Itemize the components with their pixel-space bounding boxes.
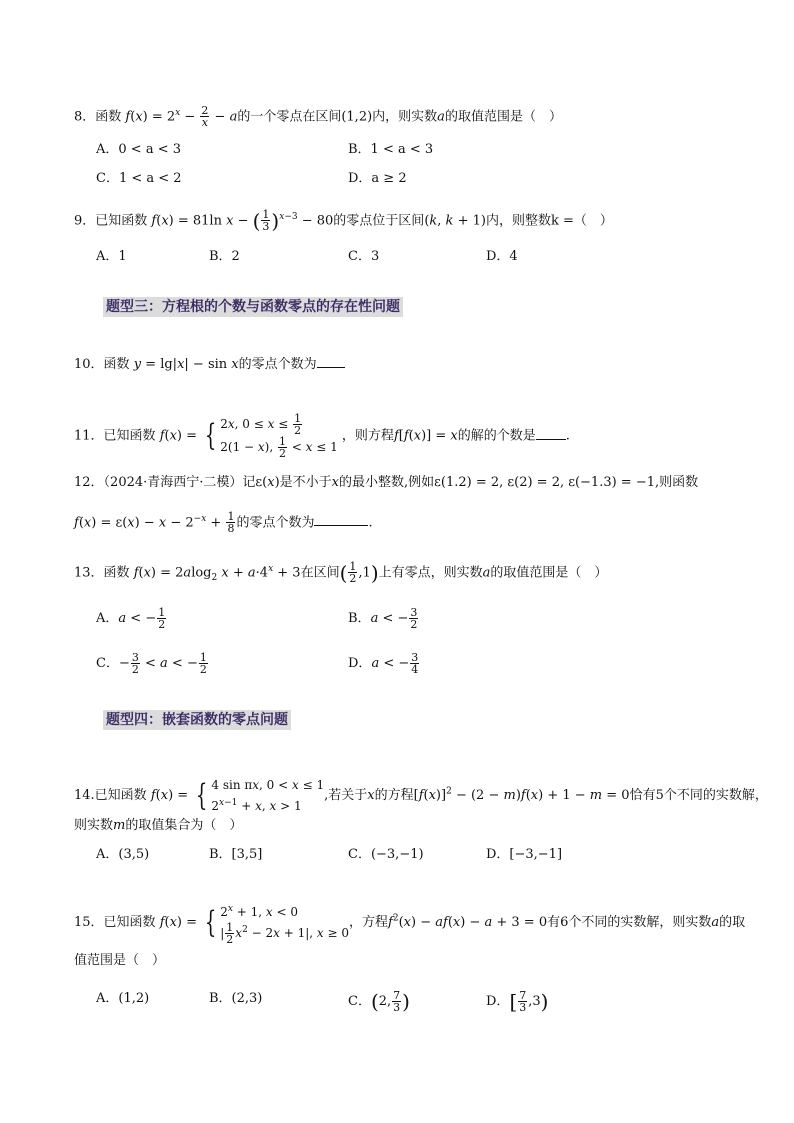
question-8: 8．函数 $f(x) = 2^x$ − $\frac{2}{x}$ − a的一个零点在区间(1,2)内，则实数a的取值范围是（ ） [74, 104, 562, 130]
q9-option-a: A．1 [96, 249, 127, 264]
q12-label: 12．（2024·青海西宁·二模）记 [74, 475, 256, 490]
question-12: 12．（2024·青海西宁·二模）记ε(x)是不小于x的最小整数,例如ε(1.2) = 2, ε(2) = 2, ε(−1.3) = −1,则函数 [74, 475, 699, 490]
option-label: C． [348, 994, 371, 1009]
q15-option-b: B．(2,3) [209, 991, 263, 1006]
q13-text: 在区间 [300, 565, 340, 581]
q9-option-b: B．2 [209, 249, 240, 264]
q9-tail: 内，则整数k =（ ） [485, 213, 613, 229]
option-label: C． [96, 656, 119, 671]
question-11: 11．已知函数 f(x) = { 2x, 0 ≤ x ≤ $\frac{1}{2}$ 2(1 − x), $\frac{1}{2}$ < x ≤ 1 ，则方程f[f(x)] = x的解的个数是 . [74, 412, 570, 460]
q14-option-a: A．(3,5) [96, 847, 150, 862]
q8-text: 的一个零点在区间(1,2)内，则实数 [237, 109, 438, 125]
q8-option-b: B．1 < a < 3 [348, 142, 434, 157]
q8-option-d: D．a ≥ 2 [348, 171, 407, 186]
q9-label: 9．已知函数 [74, 213, 148, 229]
q9-text: 的零点位于区间 [333, 213, 425, 229]
q15-label: 15．已知函数 [74, 915, 156, 930]
question-12-line-2: $f(x) = \varepsilon(x) - x - 2^{-x}$ + $\frac{1}{8}$ 的零点个数为 . [74, 510, 373, 536]
q15-text-2: 有6个不同的实数解，则实数 [547, 915, 712, 930]
question-14-line-2: 则实数m的取值集合为（ ） [74, 818, 243, 833]
q15-option-d: D．[ $\frac{7}{3}$ ,3) [486, 989, 549, 1014]
q12-tail: 的零点个数为 [236, 515, 315, 531]
answer-blank [317, 355, 345, 368]
q12-text-2: 的最小整数,例如 [339, 475, 435, 490]
question-15: 15．已知函数 f(x) = { $2^x + 1$, x < 0 | $\frac{1}{2}$ $x^2 - 2x + 1|$, x ≥ 0 ，方程$f^2(x) - af(x) - a + 3 = 0$有6个不同的实数解，则实数a的取 [74, 904, 746, 946]
question-10: 10．函数 y = lg|x| − sin x的零点个数为 [74, 355, 345, 374]
q14-text-2: 的方程 [374, 788, 414, 803]
answer-blank [314, 513, 368, 526]
q14-tail: 恰有5个不同的实数解， [629, 788, 768, 803]
section-header-3: 题型三：方程根的个数与函数零点的存在性问题 [103, 297, 403, 317]
q15-tail: 的取 [719, 915, 746, 930]
question-15-line-2: 值范围是（ ） [74, 953, 166, 968]
q13-tail: 的取值范围是（ ） [490, 565, 608, 581]
q13-option-c: C．− $\frac{3}{2}$ < a < − $\frac{1}{2}$ [96, 651, 207, 676]
option-label: D． [348, 656, 372, 671]
q14-option-d: D．[−3,−1] [486, 847, 563, 862]
q11-label: 11．已知函数 [74, 428, 156, 444]
q15-option-a: A．(1,2) [96, 991, 150, 1006]
option-label: D． [486, 994, 510, 1009]
q13-option-a: A．a < − $\frac{1}{2}$ [96, 606, 166, 631]
q14-text: ,若关于 [324, 788, 368, 803]
option-label: A． [96, 611, 119, 626]
q13-text-2: 上有零点，则实数 [378, 565, 483, 581]
q15-text: ，方程 [349, 915, 389, 930]
q10-label: 10．函数 [74, 357, 130, 372]
q8-tail: 的取值范围是（ ） [444, 109, 562, 125]
q14-line2-tail: 的取值集合为（ ） [125, 818, 243, 833]
answer-blank [536, 427, 566, 440]
question-14: 14.已知函数 f(x) = { 4 sin πx, 0 < x ≤ 1 $2^{x-1} + x$, x > 1 ,若关于x的方程$[f(x)]^2 - (2 - m)f(x) + 1 - m = 0$恰有5个不同的实数解， [74, 777, 768, 813]
q10-text: 的零点个数为 [238, 357, 317, 372]
option-label: B． [348, 611, 371, 626]
q13-option-d: D．a < − $\frac{3}{4}$ [348, 651, 419, 676]
section-header-4: 题型四：嵌套函数的零点问题 [103, 710, 291, 730]
q14-label: 14.已知函数 [74, 788, 147, 803]
question-9: 9．已知函数 f(x) = 81ln x − ( $\frac{1}{3}$ )$^{x-3}$ − 80的零点位于区间(k, k + 1)内，则整数k =（ ） [74, 208, 613, 234]
q13-option-b: B．a < − $\frac{3}{2}$ [348, 606, 418, 631]
q14-line2: 则实数 [74, 818, 114, 833]
q12-text: 是不小于 [279, 475, 332, 490]
q14-option-c: C．(−3,−1) [348, 847, 424, 862]
q9-option-d: D．4 [486, 249, 518, 264]
q8-option-a: A．0 < a < 3 [96, 142, 181, 157]
q11-text: ，则方程 [341, 428, 394, 444]
q12-text-3: 则函数 [659, 475, 699, 490]
question-13: 13．函数 f(x) = 2alog$_2$ $x + a\cdot 4^x + 3$在区间( $\frac{1}{2}$ ,1)上有零点，则实数a的取值范围是（ ） [74, 560, 608, 586]
q8-label: 8．函数 [74, 109, 122, 125]
q13-label: 13．函数 [74, 565, 130, 581]
q9-option-c: C．3 [348, 249, 380, 264]
q14-option-b: B．[3,5] [209, 847, 263, 862]
q8-option-c: C．1 < a < 2 [96, 171, 182, 186]
q11-tail: 的解的个数是 [457, 428, 536, 444]
q15-option-c: C．(2, $\frac{7}{3}$ ) [348, 989, 410, 1014]
